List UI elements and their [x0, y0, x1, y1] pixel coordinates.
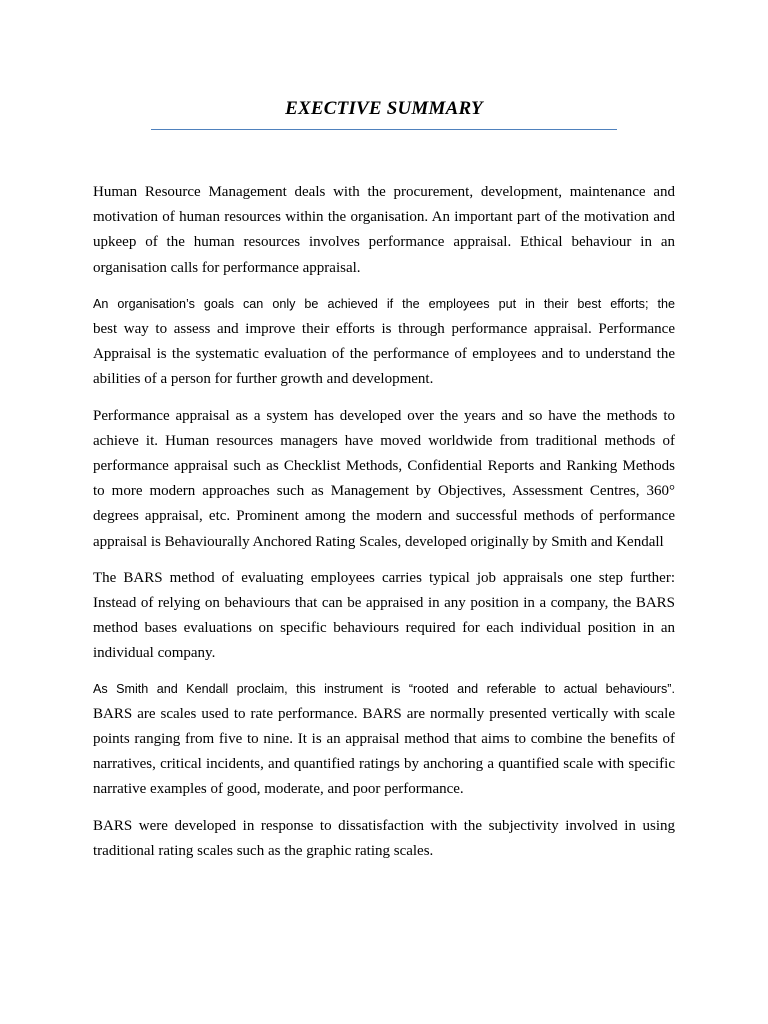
paragraph-bars-scales-body: BARS are scales used to rate performance. BARS are normally presented vertically with scale points ranging from five to nine. It is an appraisal method that aims to combine the benefits of narratives, critical incidents, and quantified ratings by anchoring a quantified scale with specific narrative examples of good, moderate, and poor performance.	[93, 705, 675, 798]
paragraph-bars-origin: BARS were developed in response to dissatisfaction with the subjectivity involved in using traditional rating scales such as the graphic rating scales.	[93, 817, 675, 859]
paragraph-goals-lead: An organisation’s goals can only be achieved if the employees put in their best efforts; the	[93, 296, 675, 311]
title-underline	[151, 129, 617, 130]
paragraph-intro: Human Resource Management deals with the procurement, development, maintenance and motivation of human resources within the organisation. An important part of the motivation and upkeep of the human resources involves performance appraisal. Ethical behaviour in an organisation calls for performance appraisal.	[93, 184, 675, 276]
paragraph-goals-body: best way to assess and improve their efforts is through performance appraisal. Performance Appraisal is the systematic evaluation of the performance of employees and to understand the abilities of a person for further growth and development.	[93, 321, 675, 388]
page-title: EXECTIVE SUMMARY	[285, 98, 483, 119]
smith-kendall-quote: As Smith and Kendall proclaim, this instrument is “rooted and referable to actual behaviours”.	[93, 681, 675, 696]
paragraph-goals	[93, 292, 675, 393]
paragraph-methods: Performance appraisal as a system has developed over the years and so have the methods to achieve it. Human resources managers have moved worldwide from traditional methods of performance appraisal such as Checklist Methods, Confidential Reports and Ranking Methods to more modern approaches such as Management by Objectives, Assessment Centres, 360° degrees appraisal, etc. Prominent among the modern and successful methods of performance appraisal is Behaviourally Anchored Rating Scales, developed originally by Smith and Kendall	[93, 407, 675, 550]
document-body	[93, 180, 675, 864]
paragraph-bars-method: The BARS method of evaluating employees carries typical job appraisals one step further: Instead of relying on behaviours that can be appraised in any position in a company, the BARS method bases evaluations on specific behaviours required for each individual position in an individual company.	[93, 569, 675, 662]
paragraph-bars-scales	[93, 677, 675, 803]
